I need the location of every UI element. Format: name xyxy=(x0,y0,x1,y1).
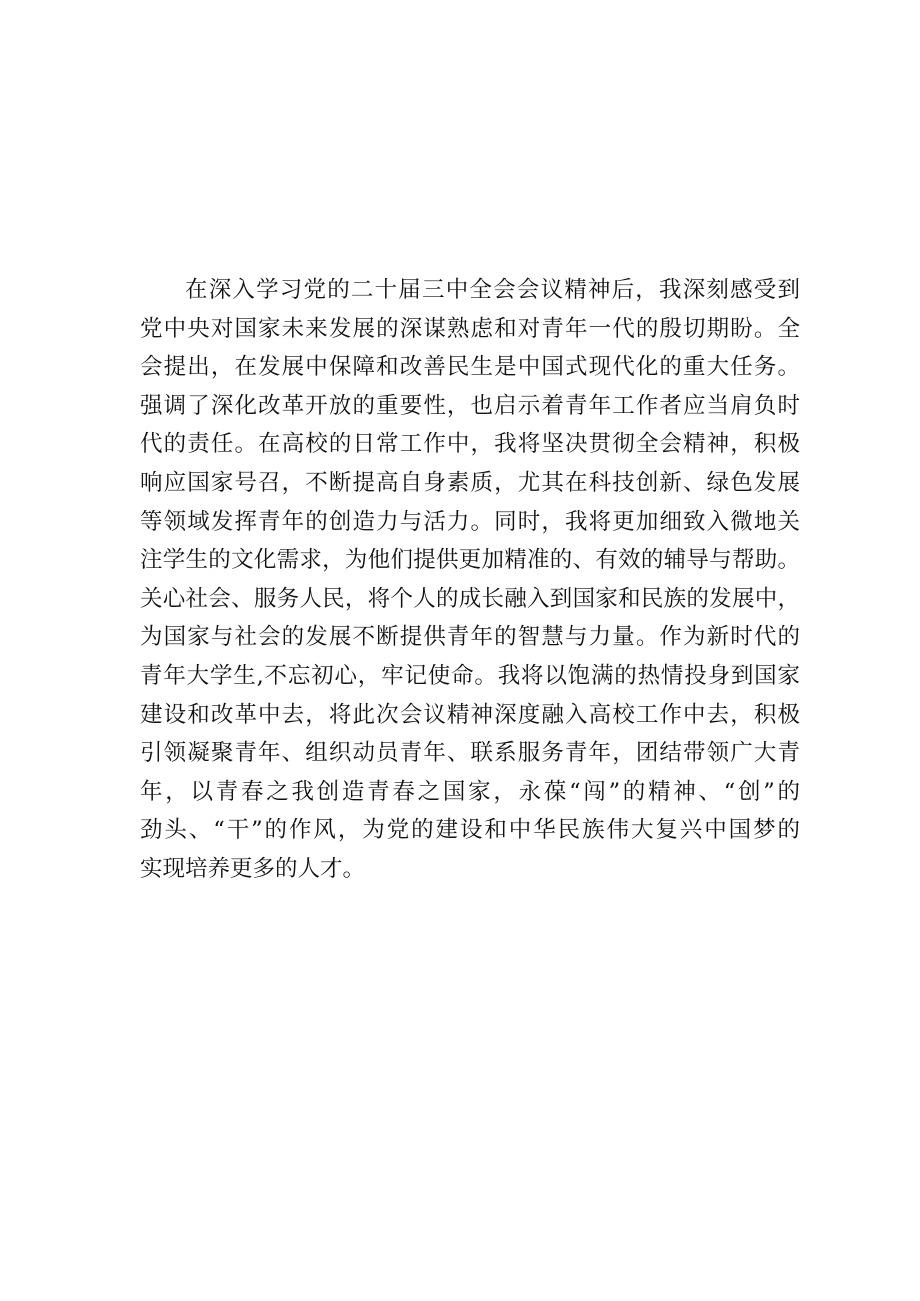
paragraph-line: 青年大学生,不忘初心，牢记使命。我将以饱满的热情投身到国家 xyxy=(140,662,800,689)
paragraph-line: 响应国家号召，不断提高自身素质，尤其在科技创新、绿色发展 xyxy=(140,469,800,496)
paragraph-line: 注学生的文化需求，为他们提供更加精准的、有效的辅导与帮助。 xyxy=(140,547,800,574)
paragraph-line: 等领域发挥青年的创造力与活力。同时，我将更加细致入微地关 xyxy=(140,508,800,535)
paragraph-line: 代的责任。在高校的日常工作中，我将坚决贯彻全会精神，积极 xyxy=(140,431,800,458)
paragraph-line: 年，以青春之我创造青春之国家，永葆“闯”的精神、“创”的 xyxy=(140,778,800,805)
paragraph-line: 引领凝聚青年、组织动员青年、联系服务青年，团结带领广大青 xyxy=(140,740,800,767)
paragraph-line: 会提出，在发展中保障和改善民生是中国式现代化的重大任务。 xyxy=(140,354,800,381)
paragraph-line: 实现培养更多的人才。 xyxy=(140,855,366,882)
paragraph-line: 强调了深化改革开放的重要性，也启示着青年工作者应当肩负时 xyxy=(140,392,800,419)
paragraph-line: 党中央对国家未来发展的深谋熟虑和对青年一代的殷切期盼。全 xyxy=(140,315,800,342)
paragraph-line: 在深入学习党的二十届三中全会会议精神后，我深刻感受到 xyxy=(185,277,800,303)
paragraph-line: 为国家与社会的发展不断提供青年的智慧与力量。作为新时代的 xyxy=(140,624,800,651)
paragraph-line: 建设和改革中去，将此次会议精神深度融入高校工作中去，积极 xyxy=(140,701,800,728)
paragraph-line: 关心社会、服务人民，将个人的成长融入到国家和民族的发展中， xyxy=(140,585,800,612)
paragraph-line: 劲头、“干”的作风，为党的建设和中华民族伟大复兴中国梦的 xyxy=(140,817,800,844)
body-paragraph xyxy=(140,271,800,889)
